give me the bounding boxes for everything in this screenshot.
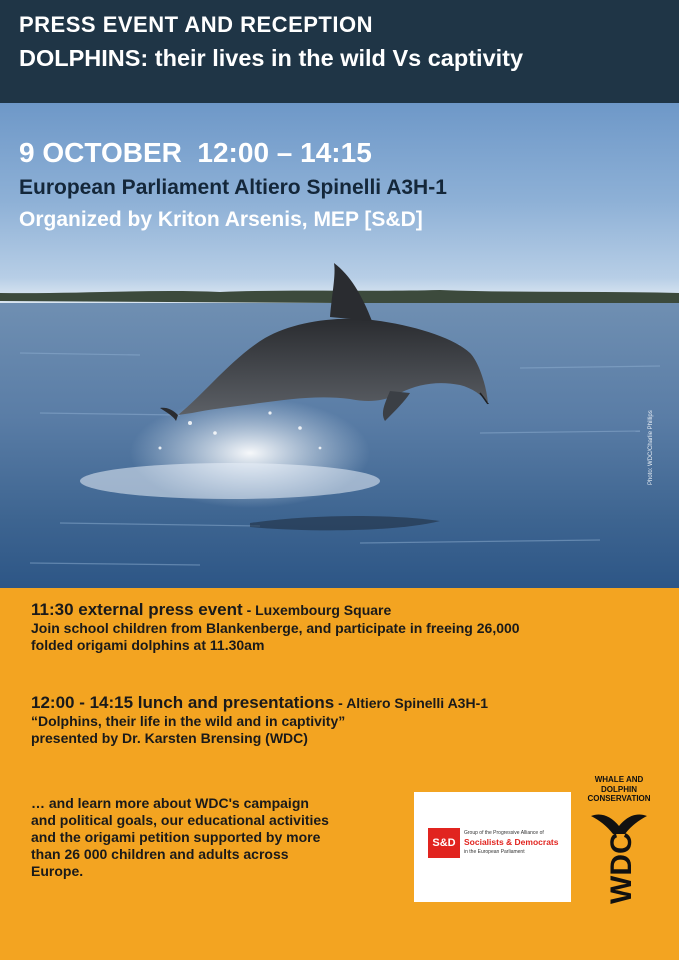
- program-heading: 11:30 external press event: [31, 600, 243, 619]
- closing-line: Europe.: [31, 863, 84, 879]
- wdc-logo-line: CONSERVATION: [587, 794, 651, 803]
- sd-logo-name: Socialists & Democrats: [464, 837, 559, 847]
- event-title: PRESS EVENT AND RECEPTION: [19, 12, 373, 37]
- wdc-tail-logo: [587, 808, 651, 908]
- program-location: - Altiero Spinelli A3H-1: [334, 695, 489, 711]
- event-venue: European Parliament Altiero Spinelli A3H-1: [19, 176, 447, 199]
- program-line: “Dolphins, their life in the wild and in captivity”: [31, 713, 346, 729]
- program-item: [31, 693, 488, 747]
- event-date-time: 9 OCTOBER 12:00 – 14:15: [19, 137, 372, 168]
- wdc-logo-line: WHALE AND: [594, 775, 644, 784]
- program-line: presented by Dr. Karsten Brensing (WDC): [31, 730, 308, 746]
- header-band: [0, 0, 679, 103]
- photo-credit: Photo: WDC/Charlie Phillips: [648, 410, 654, 485]
- sd-group-logo: [414, 792, 571, 902]
- closing-line: and political goals, our educational activities: [31, 812, 329, 828]
- program-item: [31, 600, 520, 654]
- program-heading: 12:00 - 14:15 lunch and presentations: [31, 693, 335, 712]
- event-subtitle: DOLPHINS: their lives in the wild Vs captivity: [19, 45, 524, 71]
- closing-line: and the origami petition supported by more: [31, 829, 321, 845]
- wdc-logo-line: DOLPHIN: [601, 784, 637, 794]
- event-organizer: Organized by Kriton Arsenis, MEP [S&D]: [19, 208, 423, 231]
- dolphin-photo: [0, 103, 679, 588]
- sd-logo-line: in the European Parliament: [464, 849, 525, 855]
- wdc-vertical-text: WDC: [605, 832, 638, 904]
- program-line: folded origami dolphins at 11.30am: [31, 637, 265, 653]
- closing-line: … and learn more about WDC's campaign: [31, 795, 309, 811]
- sd-logo-line: Group of the Progressive Alliance of: [464, 830, 544, 836]
- program-line: Join school children from Blankenberge, and participate in freeing 26,000: [31, 620, 520, 636]
- closing-line: than 26 000 children and adults across: [31, 846, 289, 862]
- sd-logo-mark: S&D: [428, 828, 460, 858]
- whale-tail-icon: [591, 814, 647, 834]
- program-location: - Luxembourg Square: [242, 602, 392, 618]
- closing-paragraph: [31, 795, 381, 880]
- wdc-logo-text: [583, 775, 655, 804]
